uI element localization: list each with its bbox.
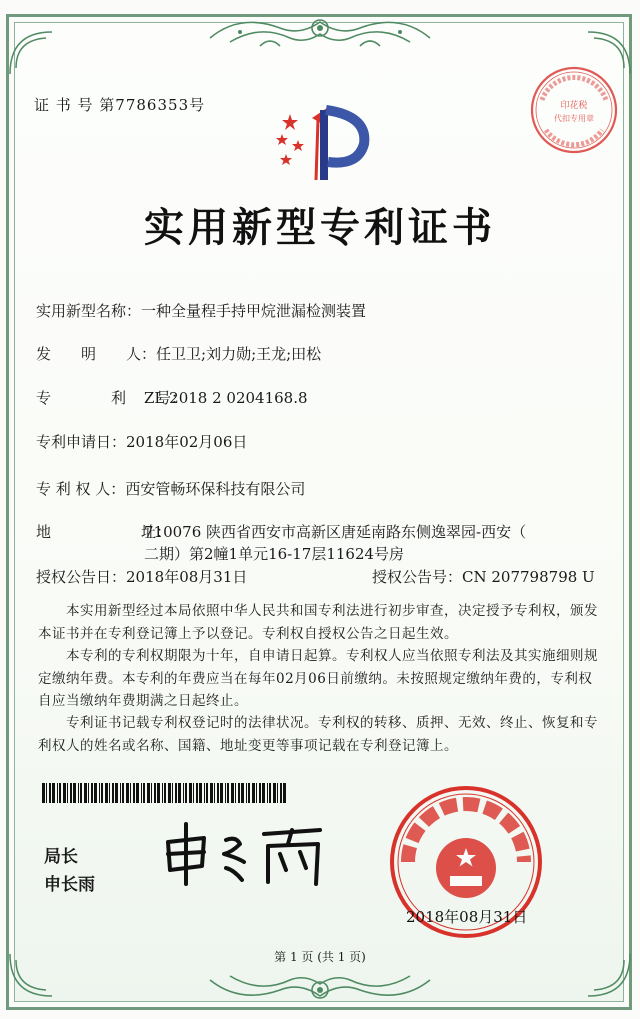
barcode-bar (231, 783, 234, 803)
barcode-bar (112, 783, 114, 803)
grant-date-row (36, 566, 247, 587)
barcode-bar (214, 783, 215, 803)
seal-date: 2018年08月31日 (406, 908, 528, 926)
barcode-bar (193, 783, 194, 803)
barcode-bar (94, 783, 97, 803)
barcode-bar (63, 783, 66, 803)
signature-title: 局长 (44, 847, 78, 867)
patent-no: ZL 2018 2 0204168.8 (144, 389, 308, 407)
barcode-bar (59, 783, 61, 803)
barcode-bar (178, 783, 181, 803)
patent-no-label: 专 利 号： (36, 389, 187, 407)
barcode-bar (147, 783, 150, 803)
barcode-bar (175, 783, 177, 803)
barcode-bar (217, 783, 219, 803)
filing-date-label: 专利申请日： (36, 433, 127, 451)
page-number: 第 1 页 (共 1 页) (274, 950, 366, 964)
barcode-bar (115, 783, 118, 803)
filing-date-row (36, 431, 247, 452)
barcode-bar (122, 783, 124, 803)
corner-ornament-icon (6, 28, 56, 78)
barcode-bar (154, 783, 156, 803)
barcode-bar (206, 783, 208, 803)
svg-text:代扣专用章: 代扣专用章 (554, 114, 594, 123)
patent-no-row (36, 387, 308, 408)
barcode-bar (133, 783, 135, 803)
barcode-bar (42, 783, 45, 803)
utility-model-name-label: 实用新型名称： (36, 302, 142, 320)
barcode-bar (183, 783, 184, 803)
barcode-bar (88, 783, 89, 803)
grant-no-row (372, 566, 595, 587)
barcode-bar (162, 783, 163, 803)
barcode-bar (136, 783, 139, 803)
inventor-row (36, 343, 321, 364)
inventors: 任卫卫;刘力勋;王龙;田松 (156, 345, 322, 363)
certificate-number: 证 书 号 第7786353号 (34, 96, 206, 114)
barcode-bar (109, 783, 110, 803)
grant-date: 2018年08月31日 (126, 568, 248, 586)
barcode-bar (269, 783, 271, 803)
inventor-label: 发 明 人： (36, 345, 157, 363)
patentee-label: 专 利 权 人： (36, 480, 126, 498)
barcode-bar (157, 783, 160, 803)
barcode-bar (84, 783, 87, 803)
barcode-bar (241, 783, 244, 803)
barcode-bar (220, 783, 223, 803)
barcode-bar (259, 783, 261, 803)
barcode-bar (120, 783, 121, 803)
barcode-bar (141, 783, 142, 803)
barcode-bar (256, 783, 257, 803)
barcode-bar (78, 783, 79, 803)
barcode-bar (46, 783, 47, 803)
barcode-bar (262, 783, 265, 803)
barcode-bar (204, 783, 205, 803)
address-line2: 二期）第2幢1单元16-17层11624号房 (144, 545, 405, 563)
barcode-bar (227, 783, 229, 803)
patentee: 西安管畅环保科技有限公司 (125, 480, 306, 498)
barcode-bar (99, 783, 100, 803)
barcode-bar (225, 783, 226, 803)
barcode-bar (189, 783, 192, 803)
bottom-ornament-icon (200, 966, 440, 1010)
address-label: 地 址： (36, 523, 172, 541)
barcode-bar (273, 783, 276, 803)
barcode-bar (248, 783, 250, 803)
barcode-bar (252, 783, 255, 803)
filing-date: 2018年02月06日 (126, 433, 248, 451)
barcode-bar (130, 783, 131, 803)
svg-text:印花税: 印花税 (560, 101, 588, 111)
address-line1: 710076 陕西省西安市高新区唐延南路东侧逸翠园-西安（ (144, 523, 527, 541)
patentee-row (36, 478, 305, 499)
barcode-icon (42, 783, 290, 803)
barcode-bar (126, 783, 129, 803)
body-paragraph: 本实用新型经过本局依照中华人民共和国专利法进行初步审查，决定授予专利权，颁发本证书并在专利登记簿上予以登记。专利权自授权公告之日起生效。 (38, 603, 598, 642)
address-row (36, 521, 526, 542)
barcode-bar (105, 783, 108, 803)
top-ornament-icon (200, 8, 440, 58)
barcode-bar (80, 783, 82, 803)
barcode-bar (283, 783, 286, 803)
barcode-bar (185, 783, 187, 803)
barcode-bar (57, 783, 58, 803)
body-paragraph: 专利证书记载专利权登记时的法律状况。专利权的转移、质押、无效、终止、恢复和专利权人的姓名或名称、国籍、地址变更等事项记载在专利登记簿上。 (38, 715, 598, 754)
grant-no: CN 207798798 U (462, 568, 595, 586)
barcode-bar (246, 783, 247, 803)
body-paragraph: 本专利的专利权期限为十年，自申请日起算。专利权人应当依照专利法及其实施细则规定缴纳年费。本专利的年费应当在每年02月06日前缴纳。未按照规定缴纳年费的，专利权自应当缴纳年费期满之日起终止。 (38, 648, 598, 709)
barcode-bar (91, 783, 93, 803)
barcode-bar (210, 783, 213, 803)
barcode-bar (101, 783, 103, 803)
handwritten-signature-icon (160, 818, 330, 888)
grant-date-label: 授权公告日： (36, 568, 127, 586)
barcode-bar (235, 783, 236, 803)
barcode-bar (70, 783, 72, 803)
barcode-bar (164, 783, 166, 803)
barcode-bar (143, 783, 145, 803)
certificate-title: 实用新型专利证书 (144, 205, 496, 251)
barcode-bar (267, 783, 268, 803)
grant-no-label: 授权公告号： (372, 568, 463, 586)
barcode-bar (238, 783, 240, 803)
barcode-bar (168, 783, 171, 803)
barcode-bar (73, 783, 76, 803)
barcode-bar (199, 783, 202, 803)
utility-model-name: 一种全量程手持甲烷泄漏检测装置 (141, 302, 367, 320)
barcode-bar (52, 783, 55, 803)
barcode-bar (280, 783, 282, 803)
utility-model-name-row (36, 300, 366, 321)
barcode-bar (172, 783, 173, 803)
barcode-bar (277, 783, 278, 803)
barcode-bar (49, 783, 51, 803)
signature-name: 申长雨 (44, 875, 95, 895)
tax-stamp-icon (528, 64, 620, 156)
barcode-bar (196, 783, 198, 803)
barcode-bar (151, 783, 152, 803)
barcode-bar (67, 783, 68, 803)
cnipa-logo-icon (268, 96, 378, 186)
